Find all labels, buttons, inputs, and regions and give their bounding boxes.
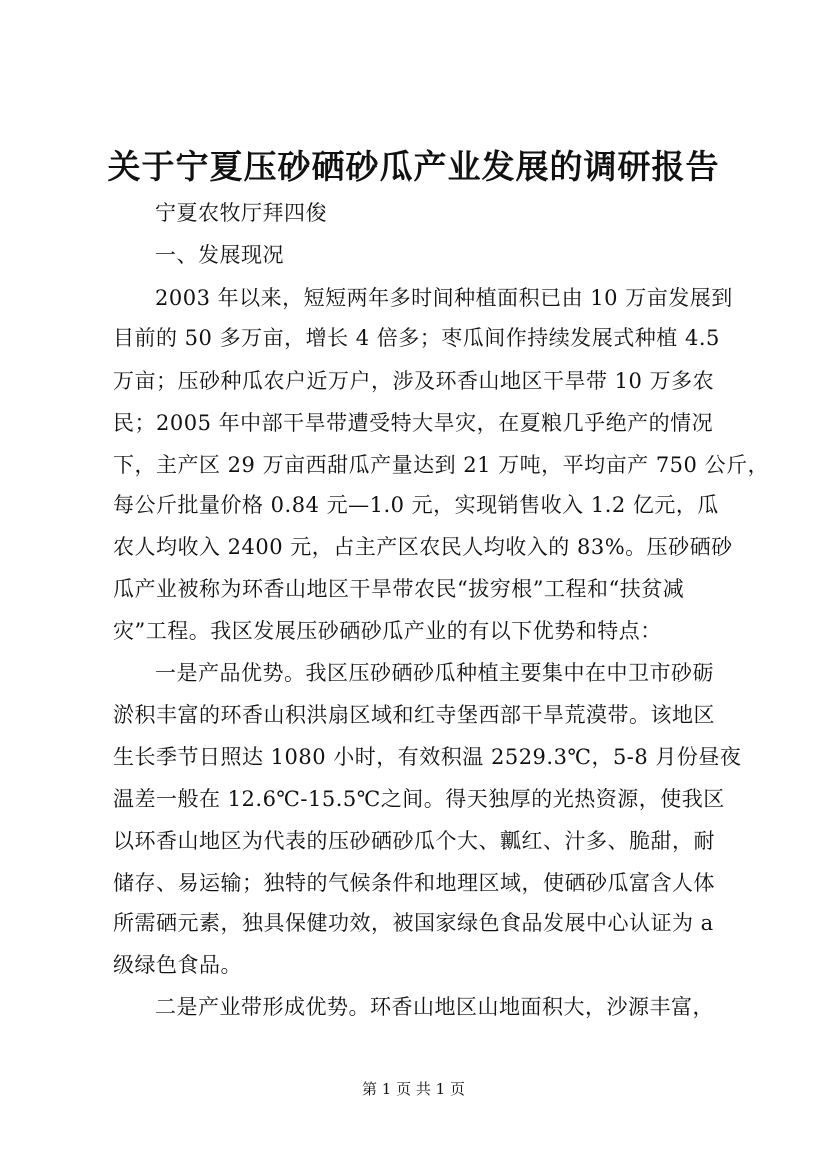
paragraph-line: 民；2005 年中部干旱带遭受特大旱灾，在夏粮几乎绝产的情况 — [113, 411, 714, 435]
paragraph-line: 农人均收入 2400 元，占主产区农民人均收入的 83%。压砂硒砂 — [113, 535, 733, 559]
paragraph-line: 以环香山地区为代表的压砂硒砂瓜个大、瓤红、汁多、脆甜，耐 — [113, 829, 715, 853]
page-footer: 第 1 页 共 1 页 — [362, 1080, 465, 1098]
section-heading: 一、发展现况 — [155, 243, 284, 267]
paragraph-line: 温差一般在 12.6℃-15.5℃之间。得天独厚的光热资源，使我区 — [113, 787, 725, 811]
paragraph-line: 目前的 50 多万亩，增长 4 倍多；枣瓜间作持续发展式种植 4.5 — [113, 326, 720, 350]
paragraph-line: 下，主产区 29 万亩西甜瓜产量达到 21 万吨，平均亩产 750 公斤， — [113, 453, 770, 477]
paragraph-line: 万亩；压砂种瓜农户近万户，涉及环香山地区干旱带 10 万多农 — [113, 369, 715, 393]
paragraph-line: 二是产业带形成优势。环香山地区山地面积大，沙源丰富， — [155, 995, 714, 1019]
document-title: 关于宁夏压砂硒砂瓜产业发展的调研报告 — [107, 147, 720, 186]
paragraph-line: 2003 年以来，短短两年多时间种植面积已由 10 万亩发展到 — [155, 286, 733, 310]
paragraph-line: 瓜产业被称为环香山地区干旱带农民“拔穷根”工程和“扶贫减 — [113, 577, 685, 601]
paragraph-line: 储存、易运输；独特的气候条件和地理区域，使硒砂瓜富含人体 — [113, 871, 715, 895]
paragraph-line: 灾”工程。我区发展压砂硒砂瓜产业的有以下优势和特点： — [113, 619, 662, 643]
paragraph-line: 级绿色食品。 — [113, 953, 242, 977]
author-line: 宁夏农牧厅拜四俊 — [155, 201, 327, 225]
paragraph-line: 一是产品优势。我区压砂硒砂瓜种植主要集中在中卫市砂砺 — [155, 661, 714, 685]
paragraph-line: 淤积丰富的环香山积洪扇区域和红寺堡西部干旱荒漠带。该地区 — [113, 703, 715, 727]
paragraph-line: 每公斤批量价格 0.84 元—1.0 元，实现销售收入 1.2 亿元，瓜 — [113, 493, 719, 517]
paragraph-line: 所需硒元素，独具保健功效，被国家绿色食品发展中心认证为 a — [113, 911, 714, 935]
paragraph-line: 生长季节日照达 1080 小时，有效积温 2529.3℃，5-8 月份昼夜 — [113, 745, 742, 769]
